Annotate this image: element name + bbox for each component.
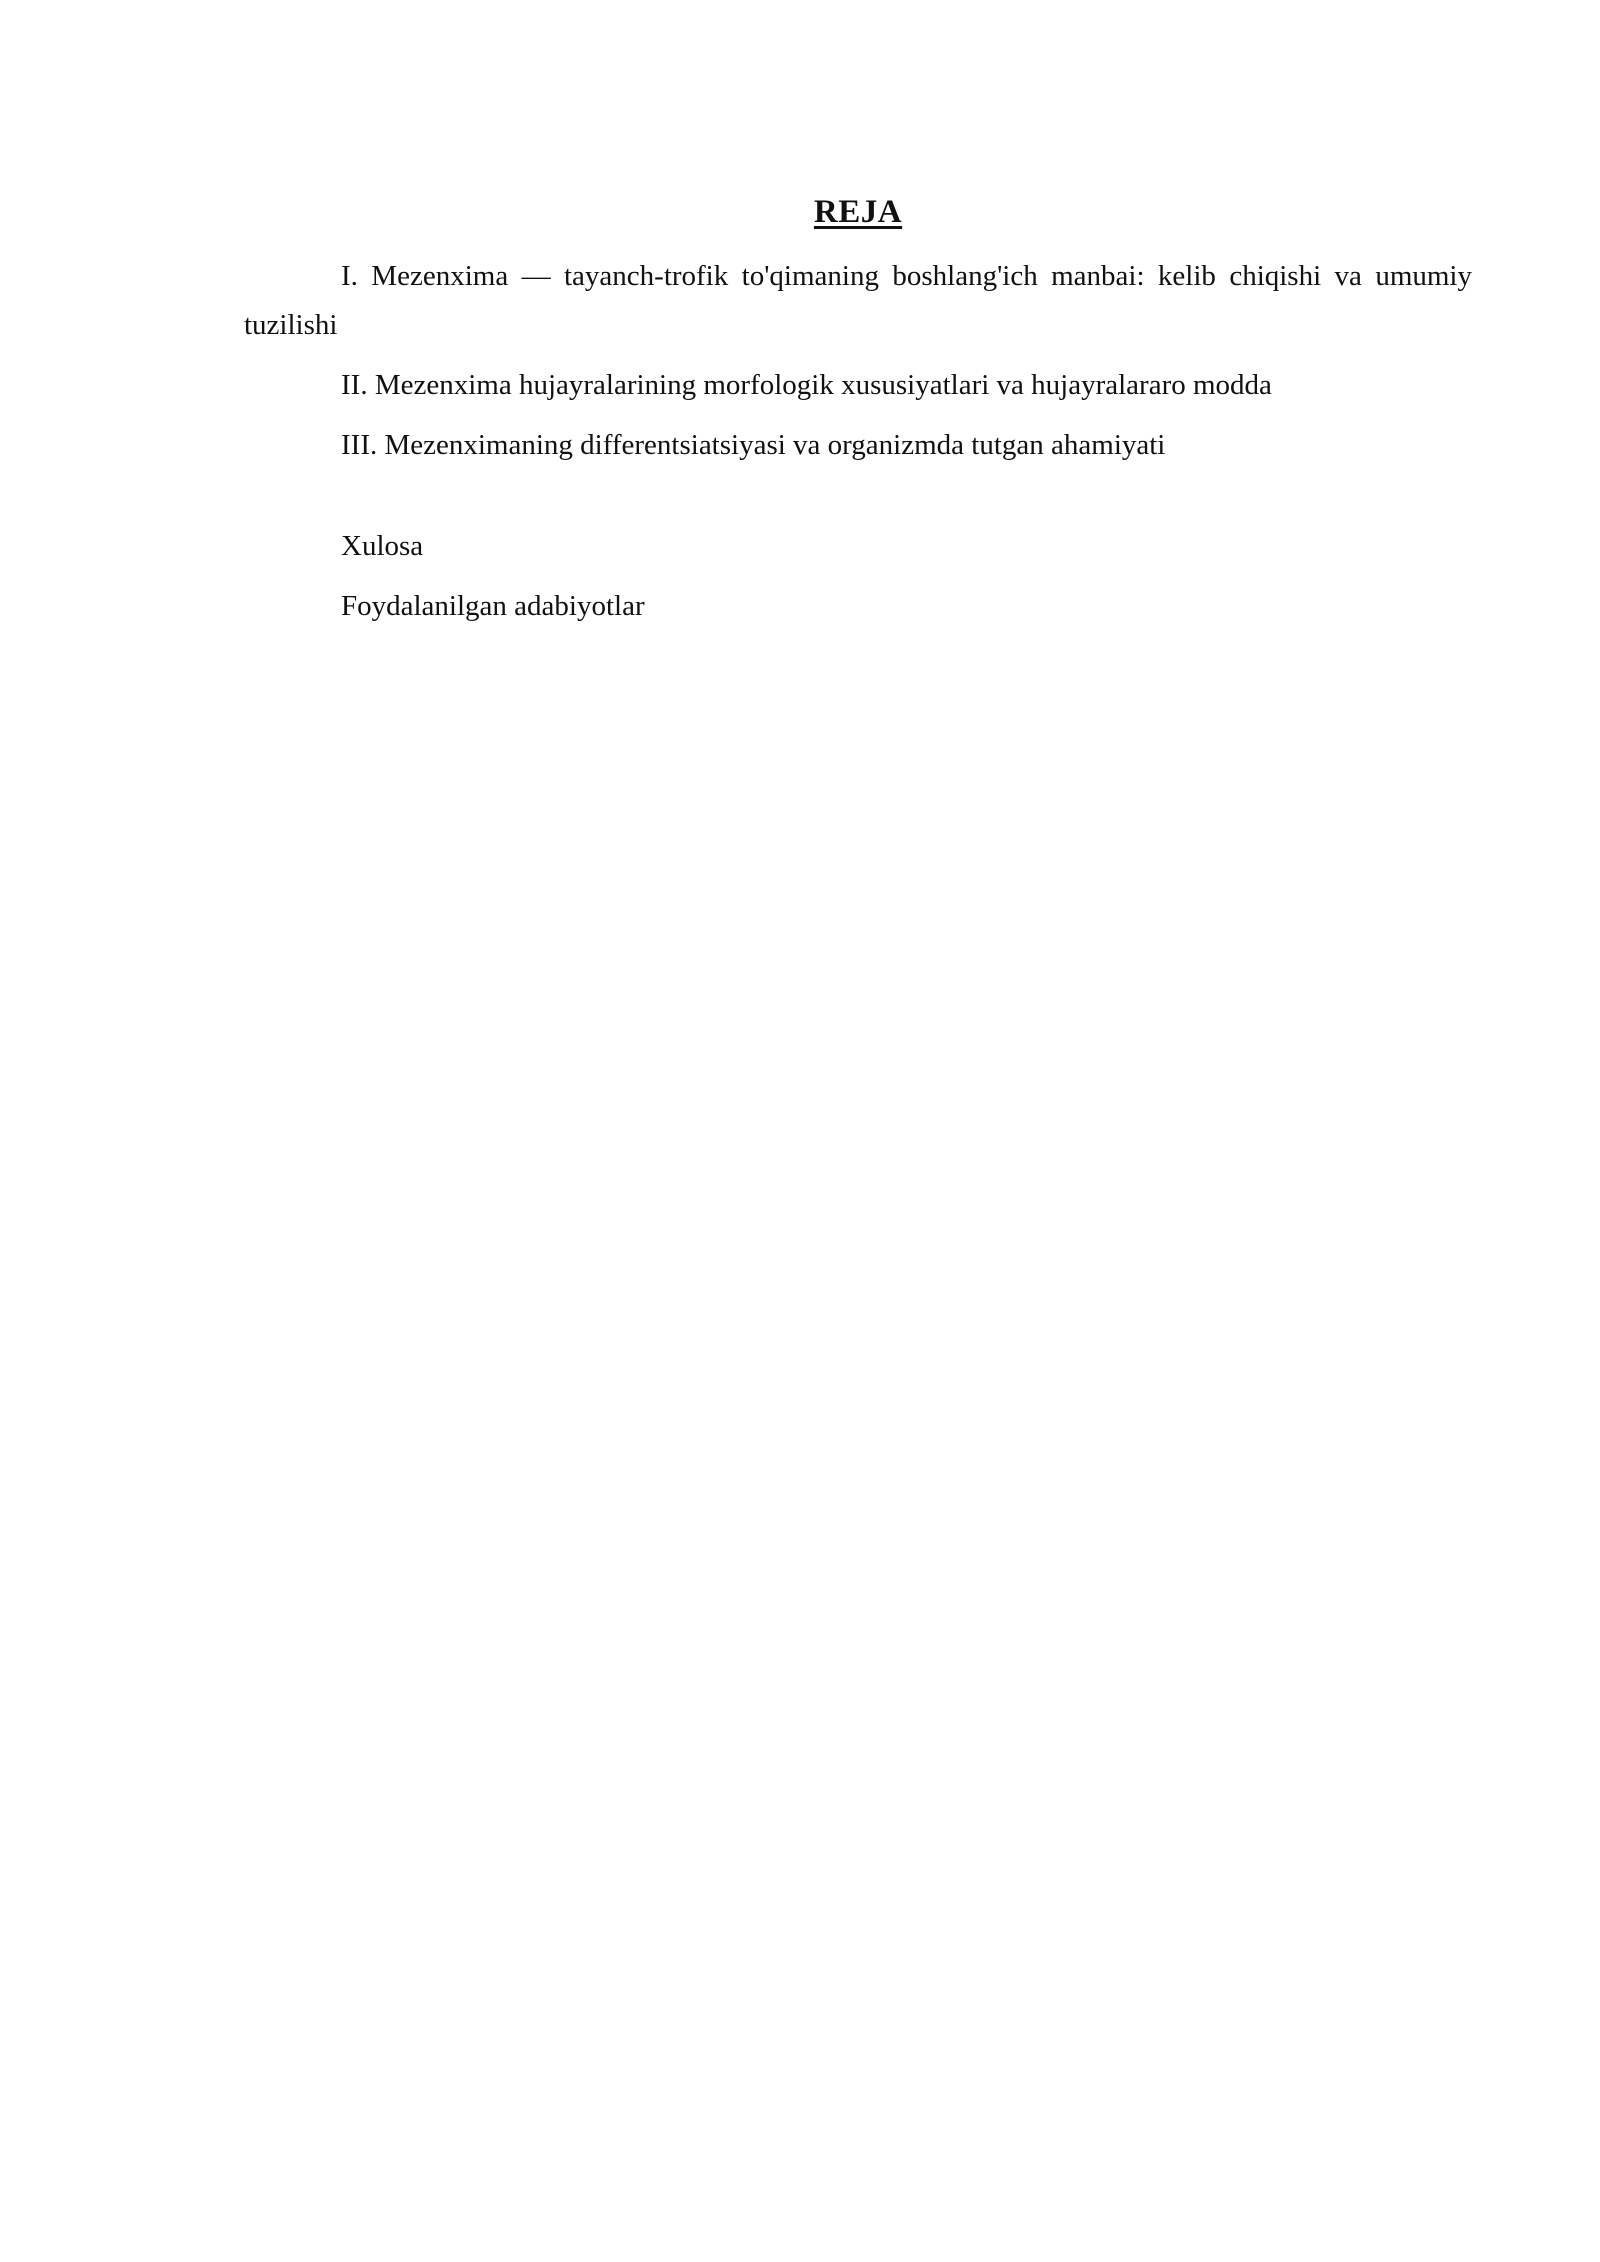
references-item: Foydalanilgan adabiyotlar	[341, 590, 645, 622]
plan-item-3: III. Mezenximaning differentsiatsiyasi va organizmda tutgan ahamiyati	[341, 429, 1166, 461]
document-content	[244, 190, 1472, 642]
section-spacer	[244, 481, 1472, 522]
plan-item-2: II. Mezenxima hujayralarining morfologik xususiyatlari va hujayralararo modda	[341, 369, 1272, 401]
page-title: REJA	[813, 194, 903, 230]
conclusion-item: Xulosa	[341, 530, 424, 562]
plan-item-1: I. Mezenxima — tayanch-trofik to'qimaning boshlang'ich manbai: kelib chiqishi va umumiy tuzilishi	[244, 260, 1472, 341]
